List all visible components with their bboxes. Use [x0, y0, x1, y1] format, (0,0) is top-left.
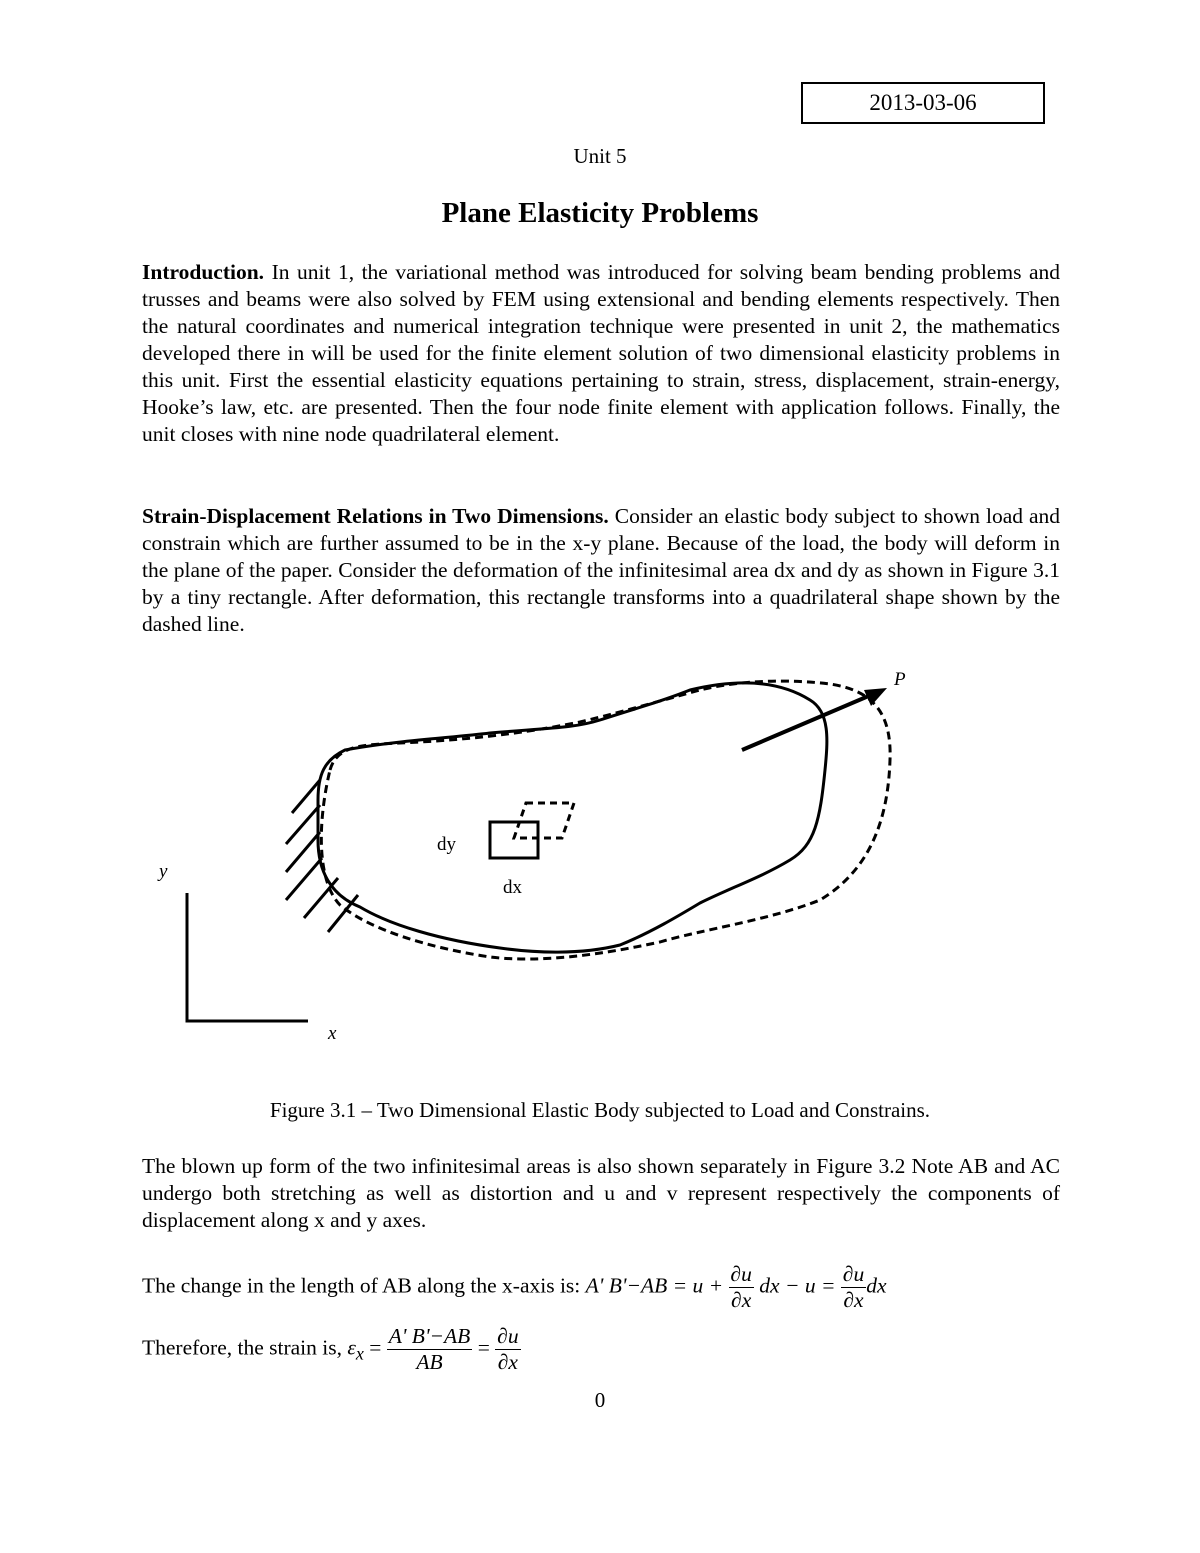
- intro-heading: Introduction.: [142, 260, 265, 284]
- du-dx-fraction: [729, 1262, 754, 1313]
- page-number: 0: [594, 1388, 606, 1412]
- blown-up-paragraph: The blown up form of the two infinitesimal areas is also shown separately in Figure 3.2 Note AB and AC undergo both stretching as well as distortion and u and v represent respectively the components of displacement along x and y axes.: [142, 1154, 1060, 1232]
- fraction-numerator: A' B'−AB: [388, 1324, 471, 1348]
- fraction-numerator: ∂u: [497, 1324, 519, 1348]
- fraction-denominator: AB: [387, 1349, 473, 1375]
- date-box: 2013-03-06: [801, 82, 1045, 124]
- unit-label: Unit 5: [573, 144, 627, 168]
- change-in-length-equation: [142, 1262, 887, 1313]
- page-title: Plane Elasticity Problems: [441, 197, 759, 229]
- element-rectangle: [490, 822, 538, 858]
- intro-text: In unit 1, the variational method was introduced for solving beam bending problems and trusses and beams were also solved by FEM using extensional and bending elements respectively. Then the natural coordinates and numerical integration technique were presented in unit 2, the mathematics developed there in will be used for the finite element solution of two dimensional elasticity problems in this unit. First the essential elasticity equations pertaining to strain, stress, displacement, strain-energy, Hooke’s law, etc. are presented. Then the four node finite element with application follows. Finally, the unit closes with nine node quadrilateral element.: [142, 260, 1060, 446]
- dx-label: dx: [503, 877, 522, 898]
- du-dx-fraction-2: [841, 1262, 866, 1313]
- epsilon-subscript: x: [355, 1343, 364, 1364]
- equals-sign: =: [369, 1335, 382, 1360]
- strain-equation: [142, 1324, 521, 1375]
- strain-label: Therefore, the strain is,: [142, 1335, 348, 1360]
- intro-paragraph: [142, 259, 1060, 448]
- fraction-numerator: ∂u: [730, 1262, 752, 1286]
- change-label: The change in the length of AB along the x-axis is:: [142, 1273, 586, 1298]
- figure-caption: Figure 3.1 – Two Dimensional Elastic Body subjected to Load and Constrains.: [269, 1098, 931, 1122]
- y-axis-label: y: [159, 861, 168, 882]
- strain-paragraph: [142, 503, 1060, 638]
- change-lhs: A' B'−AB = u +: [585, 1273, 724, 1298]
- fraction-denominator: ∂x: [841, 1287, 866, 1313]
- fraction-denominator: ∂x: [729, 1287, 754, 1313]
- elastic-body-diagram: [140, 660, 920, 1060]
- change-mid: dx − u =: [759, 1273, 836, 1298]
- change-end: dx: [866, 1273, 887, 1298]
- x-axis-label: x: [328, 1023, 337, 1044]
- equals-sign-2: =: [477, 1335, 490, 1360]
- strain-fraction: [387, 1324, 473, 1375]
- coordinate-axes: [187, 893, 308, 1021]
- fraction-denominator: ∂x: [495, 1349, 520, 1375]
- load-label: P: [894, 669, 906, 690]
- strain-text: Consider an elastic body subject to shown load and constrain which are further assumed to be in the x-y plane. Because of the load, the body will deform in the plane of the paper. Consider the deformation of the infinitesimal area dx and dy as shown in Figure 3.1 by a tiny rectangle. After deformation, this rectangle transforms into a quadrilateral shape shown by the dashed line.: [142, 504, 1061, 636]
- strain-heading: Strain-Displacement Relations in Two Dimensions.: [142, 504, 609, 528]
- fraction-numerator: ∂u: [842, 1262, 865, 1286]
- dy-label: dy: [437, 834, 456, 855]
- epsilon-symbol: ε: [347, 1335, 356, 1360]
- du-dx-fraction-3: [495, 1324, 520, 1375]
